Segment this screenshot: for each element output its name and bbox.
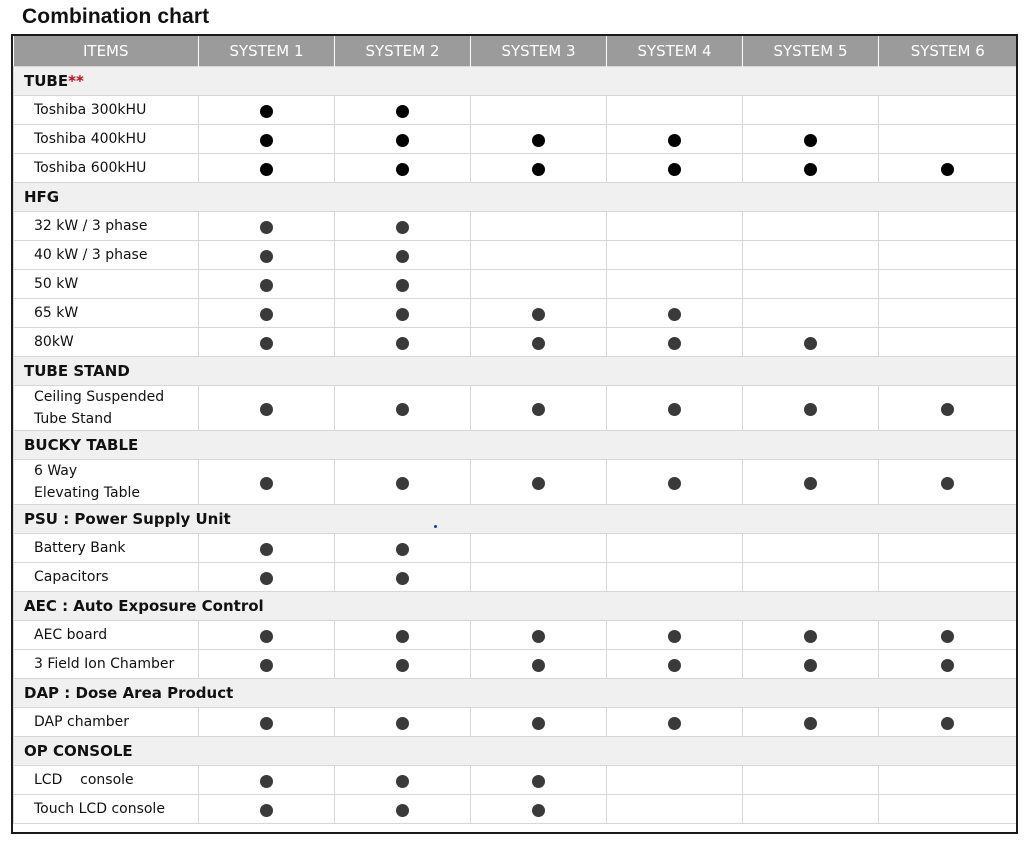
system-1-cell [199,621,335,650]
included-dot-icon [396,163,409,176]
item-label-text: 80kW [34,334,74,350]
system-5-cell [743,563,879,592]
included-dot-icon [668,308,681,321]
system-3-cell [471,386,607,431]
system-2-cell [335,650,471,679]
system-5-cell [743,795,879,824]
included-dot-icon [941,163,954,176]
system-4-cell [607,241,743,270]
section-title [14,357,1017,386]
header-system-4: SYSTEM 4 [607,36,743,67]
included-dot-icon [941,630,954,643]
system-2-cell [335,795,471,824]
item-label [14,96,199,125]
included-dot-icon [260,221,273,234]
system-3-cell [471,766,607,795]
item-label-text: Toshiba 400kHU [34,131,147,147]
system-4-cell [607,212,743,241]
included-dot-icon [668,337,681,350]
system-1-cell [199,766,335,795]
page-title: Combination chart [22,5,210,28]
header-system-1: SYSTEM 1 [199,36,335,67]
item-label [14,563,199,592]
item-label [14,460,199,505]
included-dot-icon [532,134,545,147]
included-dot-icon [941,717,954,730]
system-6-cell [879,386,1017,431]
system-5-cell [743,154,879,183]
item-label-text: LCD console [34,772,134,788]
included-dot-icon [396,572,409,585]
system-4-cell [607,621,743,650]
system-2-cell [335,125,471,154]
header-items: ITEMS [14,36,199,67]
system-4-cell [607,154,743,183]
system-6-cell [879,563,1017,592]
included-dot-icon [804,163,817,176]
system-5-cell [743,708,879,737]
included-dot-icon [396,775,409,788]
section-title [14,737,1017,766]
system-4-cell [607,534,743,563]
system-1-cell [199,534,335,563]
system-6-cell [879,241,1017,270]
included-dot-icon [532,804,545,817]
table-body [14,67,1017,824]
included-dot-icon [532,775,545,788]
section-name: HFG [24,188,60,206]
included-dot-icon [260,717,273,730]
system-4-cell [607,270,743,299]
included-dot-icon [396,717,409,730]
system-6-cell [879,766,1017,795]
included-dot-icon [396,477,409,490]
system-2-cell [335,154,471,183]
section-name: TUBE [24,72,69,90]
system-5-cell [743,386,879,431]
system-6-cell [879,650,1017,679]
included-dot-icon [260,477,273,490]
included-dot-icon [260,163,273,176]
system-1-cell [199,270,335,299]
included-dot-icon [941,403,954,416]
table-row [14,154,1017,183]
system-6-cell [879,270,1017,299]
item-label [14,650,199,679]
item-label-text: Touch LCD console [34,801,165,817]
system-6-cell [879,534,1017,563]
system-4-cell [607,96,743,125]
system-6-cell [879,460,1017,505]
system-1-cell [199,241,335,270]
item-label-text: 65 kW [34,305,79,321]
section-row [14,183,1017,212]
section-name: DAP : Dose Area Product [24,684,234,702]
included-dot-icon [804,477,817,490]
item-label-text: DAP chamber [34,714,130,730]
header-system-5: SYSTEM 5 [743,36,879,67]
system-6-cell [879,708,1017,737]
included-dot-icon [396,403,409,416]
included-dot-icon [260,308,273,321]
included-dot-icon [396,543,409,556]
system-2-cell [335,460,471,505]
included-dot-icon [260,572,273,585]
included-dot-icon [532,403,545,416]
item-label-text: 3 Field Ion Chamber [34,656,175,672]
system-3-cell [471,212,607,241]
system-6-cell [879,154,1017,183]
system-5-cell [743,125,879,154]
section-name: PSU : Power Supply Unit [24,510,231,528]
system-3-cell [471,534,607,563]
included-dot-icon [668,659,681,672]
system-2-cell [335,299,471,328]
system-1-cell [199,299,335,328]
item-label-text: AEC board [34,627,108,643]
item-label [14,328,199,357]
section-row [14,67,1017,96]
item-label [14,621,199,650]
table-row [14,766,1017,795]
system-4-cell [607,766,743,795]
system-5-cell [743,534,879,563]
system-5-cell [743,270,879,299]
system-4-cell [607,386,743,431]
item-label-text: Battery Bank [34,540,126,556]
item-label [14,386,199,431]
item-label-text-line2: Elevating Table [34,485,141,501]
system-2-cell [335,621,471,650]
included-dot-icon [260,630,273,643]
included-dot-icon [260,134,273,147]
included-dot-icon [260,105,273,118]
system-5-cell [743,212,879,241]
item-label [14,766,199,795]
system-4-cell [607,650,743,679]
section-row [14,357,1017,386]
included-dot-icon [260,804,273,817]
system-6-cell [879,212,1017,241]
system-2-cell [335,96,471,125]
system-5-cell [743,96,879,125]
header-system-6: SYSTEM 6 [879,36,1017,67]
item-label [14,299,199,328]
included-dot-icon [804,337,817,350]
system-4-cell [607,460,743,505]
section-title [14,505,1017,534]
included-dot-icon [396,804,409,817]
included-dot-icon [396,659,409,672]
section-title [14,592,1017,621]
system-3-cell [471,708,607,737]
system-3-cell [471,154,607,183]
included-dot-icon [804,403,817,416]
system-4-cell [607,125,743,154]
included-dot-icon [668,163,681,176]
item-label-text: 6 Way [34,463,78,479]
system-3-cell [471,96,607,125]
included-dot-icon [396,105,409,118]
system-2-cell [335,328,471,357]
included-dot-icon [396,250,409,263]
system-3-cell [471,328,607,357]
system-3-cell [471,241,607,270]
system-1-cell [199,795,335,824]
included-dot-icon [804,630,817,643]
system-6-cell [879,96,1017,125]
system-1-cell [199,650,335,679]
system-3-cell [471,650,607,679]
system-1-cell [199,96,335,125]
system-4-cell [607,328,743,357]
included-dot-icon [668,403,681,416]
included-dot-icon [260,659,273,672]
included-dot-icon [804,659,817,672]
system-6-cell [879,621,1017,650]
item-label [14,125,199,154]
section-row [14,505,1017,534]
included-dot-icon [668,630,681,643]
section-name: TUBE STAND [24,362,130,380]
included-dot-icon [260,403,273,416]
item-label-text: Toshiba 300kHU [34,102,147,118]
item-label-text-line2: Tube Stand [34,411,112,427]
included-dot-icon [396,279,409,292]
included-dot-icon [668,477,681,490]
system-5-cell [743,650,879,679]
system-3-cell [471,563,607,592]
system-4-cell [607,563,743,592]
system-2-cell [335,212,471,241]
system-4-cell [607,795,743,824]
section-title [14,679,1017,708]
system-2-cell [335,386,471,431]
system-5-cell [743,241,879,270]
item-label [14,795,199,824]
table-row [14,795,1017,824]
item-label-text: Toshiba 600kHU [34,160,147,176]
combination-table-frame [11,34,1018,834]
system-5-cell [743,299,879,328]
included-dot-icon [396,337,409,350]
table-row [14,241,1017,270]
system-4-cell [607,708,743,737]
header-row [14,36,1017,67]
included-dot-icon [532,630,545,643]
included-dot-icon [260,543,273,556]
included-dot-icon [260,775,273,788]
table-row [14,328,1017,357]
included-dot-icon [668,134,681,147]
system-5-cell [743,621,879,650]
included-dot-icon [532,659,545,672]
table-row [14,621,1017,650]
included-dot-icon [804,134,817,147]
table-row [14,96,1017,125]
included-dot-icon [532,477,545,490]
item-label-text: Ceiling Suspended [34,389,165,405]
system-1-cell [199,212,335,241]
header-system-2: SYSTEM 2 [335,36,471,67]
section-row [14,737,1017,766]
system-6-cell [879,125,1017,154]
system-5-cell [743,766,879,795]
included-dot-icon [260,250,273,263]
included-dot-icon [668,717,681,730]
combination-table [13,36,1017,824]
included-dot-icon [941,659,954,672]
item-label [14,708,199,737]
included-dot-icon [532,308,545,321]
table-row [14,125,1017,154]
system-6-cell [879,299,1017,328]
system-3-cell [471,299,607,328]
included-dot-icon [396,134,409,147]
table-row [14,460,1017,505]
section-title [14,431,1017,460]
section-title [14,183,1017,212]
system-3-cell [471,270,607,299]
section-row [14,679,1017,708]
system-1-cell [199,708,335,737]
section-title [14,67,1017,96]
item-label [14,212,199,241]
system-1-cell [199,154,335,183]
system-3-cell [471,125,607,154]
included-dot-icon [260,279,273,292]
system-3-cell [471,795,607,824]
section-row [14,431,1017,460]
table-row [14,650,1017,679]
included-dot-icon [396,308,409,321]
system-5-cell [743,460,879,505]
system-1-cell [199,125,335,154]
system-3-cell [471,460,607,505]
included-dot-icon [532,717,545,730]
section-name: BUCKY TABLE [24,436,139,454]
included-dot-icon [941,477,954,490]
included-dot-icon [260,337,273,350]
included-dot-icon [396,221,409,234]
system-5-cell [743,328,879,357]
system-2-cell [335,563,471,592]
system-1-cell [199,328,335,357]
system-3-cell [471,621,607,650]
item-label-text: 50 kW [34,276,79,292]
item-label [14,534,199,563]
system-4-cell [607,299,743,328]
included-dot-icon [804,717,817,730]
table-row [14,708,1017,737]
section-row [14,592,1017,621]
system-1-cell [199,460,335,505]
table-row [14,270,1017,299]
system-2-cell [335,534,471,563]
system-2-cell [335,241,471,270]
section-name: AEC : Auto Exposure Control [24,597,264,615]
system-6-cell [879,328,1017,357]
included-dot-icon [532,337,545,350]
system-1-cell [199,386,335,431]
included-dot-icon [532,163,545,176]
included-dot-icon [396,630,409,643]
item-label [14,241,199,270]
system-2-cell [335,766,471,795]
table-row [14,534,1017,563]
item-label-text: 32 kW / 3 phase [34,218,148,234]
stray-dot [434,525,437,528]
item-label [14,270,199,299]
item-label-text: 40 kW / 3 phase [34,247,148,263]
table-row [14,299,1017,328]
system-1-cell [199,563,335,592]
section-note: ** [68,72,84,90]
table-row [14,386,1017,431]
table-row [14,212,1017,241]
item-label-text: Capacitors [34,569,109,585]
table-row [14,563,1017,592]
system-6-cell [879,795,1017,824]
system-2-cell [335,270,471,299]
header-system-3: SYSTEM 3 [471,36,607,67]
system-2-cell [335,708,471,737]
item-label [14,154,199,183]
section-name: OP CONSOLE [24,742,133,760]
